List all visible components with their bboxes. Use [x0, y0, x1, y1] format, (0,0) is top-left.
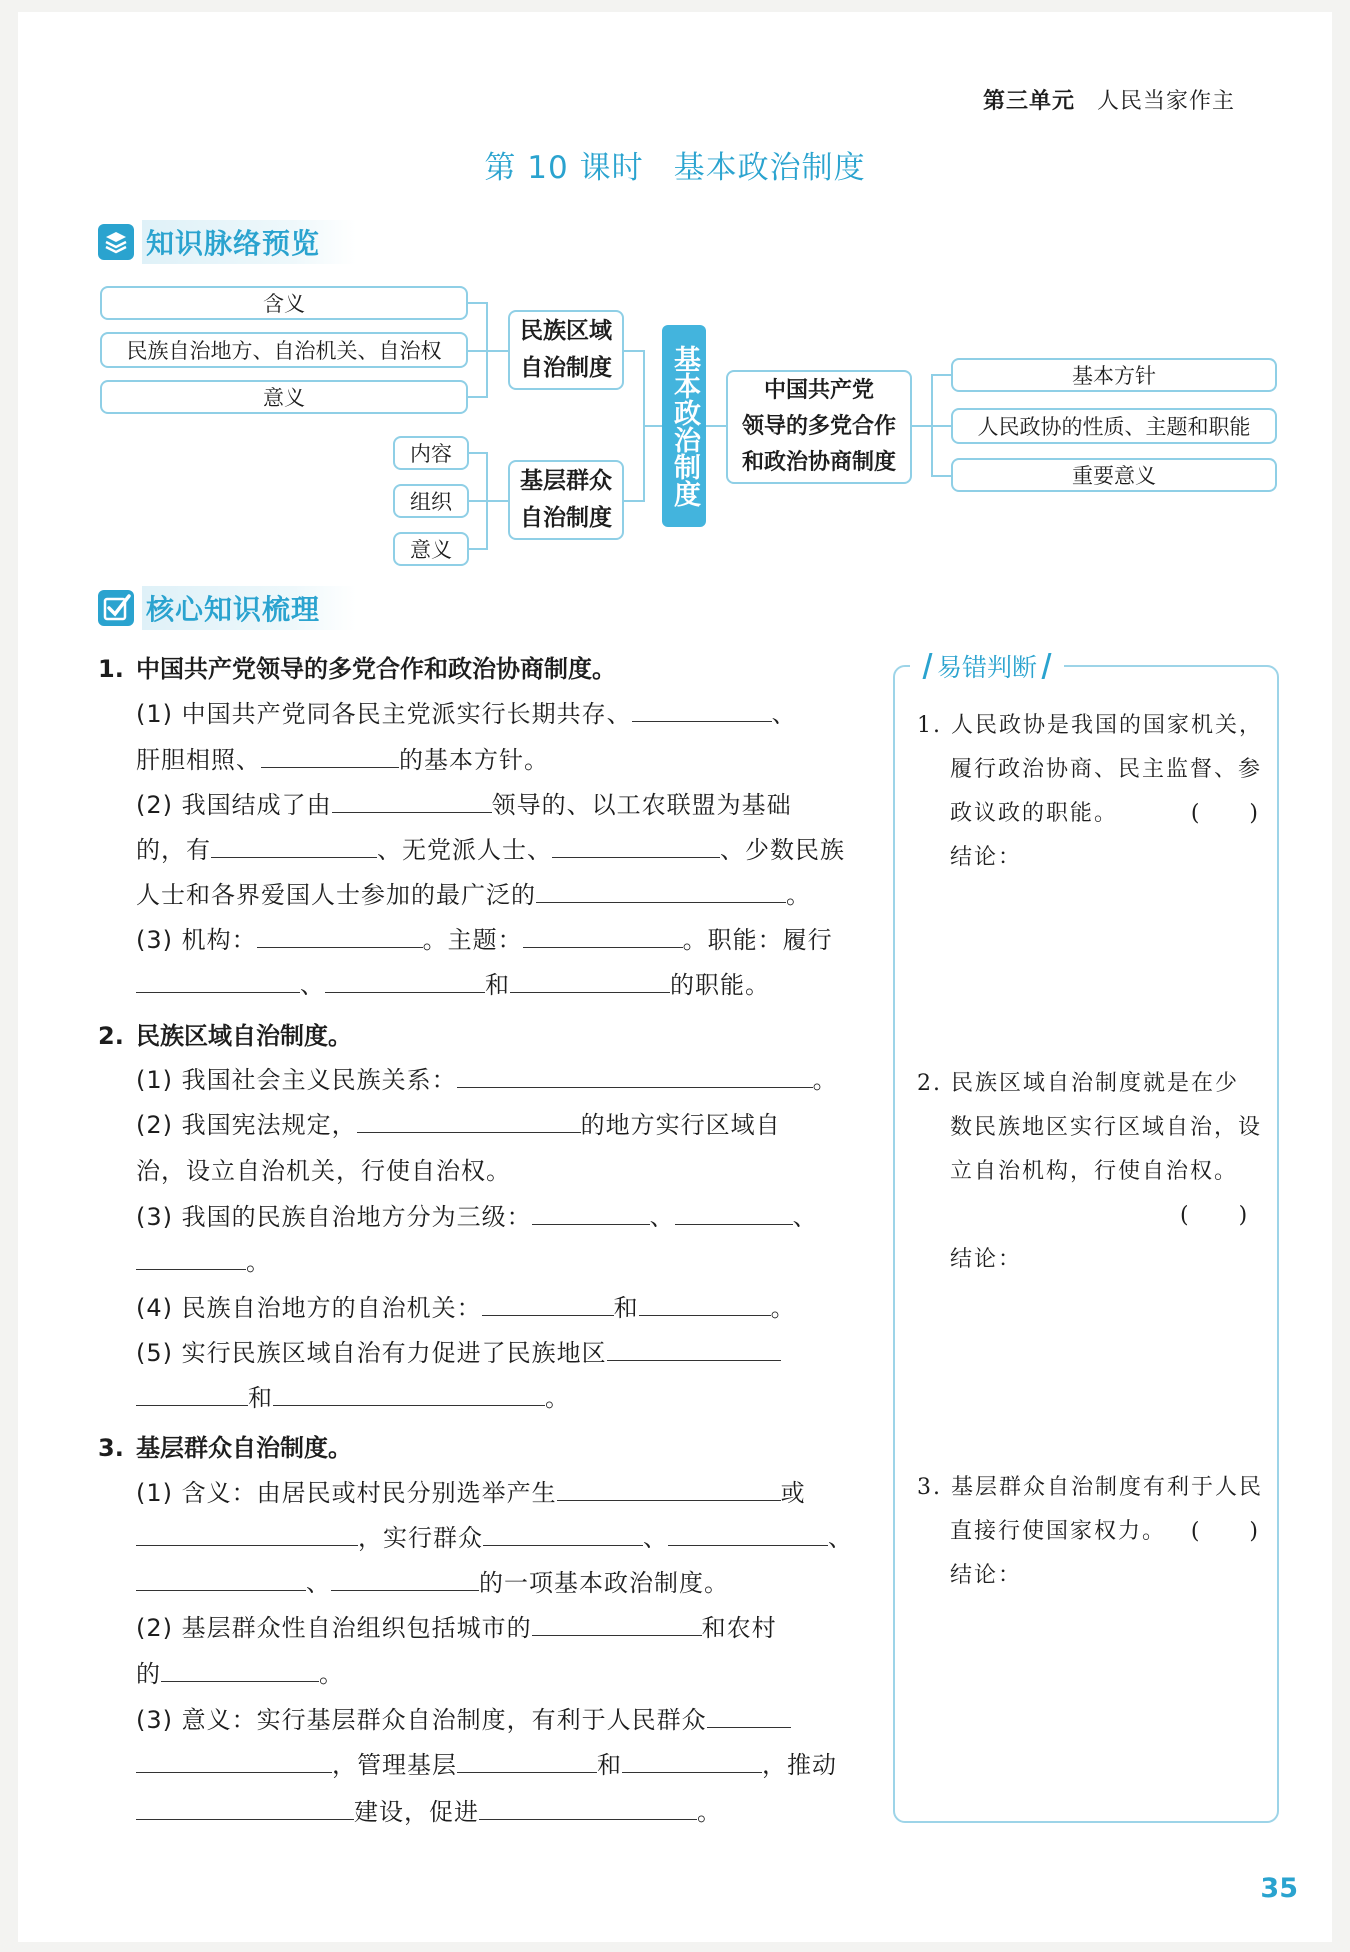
sidebar-item-3-conclusion: 结论：	[950, 1563, 1023, 1588]
section-header-core	[98, 588, 356, 628]
q2-line-6	[136, 1288, 796, 1323]
sidebar-item-2-line1	[917, 1066, 1239, 1097]
map-center-label	[662, 325, 706, 527]
map-node-cpc-line1: 中国共产党	[763, 378, 874, 403]
question-1-number: 1.	[98, 655, 124, 683]
answer-blank[interactable]	[136, 1381, 248, 1406]
map-item-cpc-significance: 重要意义	[951, 458, 1277, 492]
sidebar-item-2-line2: 数民族地区实行区域自治，设	[950, 1115, 1263, 1140]
q3-line-8	[136, 1792, 722, 1827]
q3-text: ，管理基层	[332, 1751, 457, 1779]
answer-blank[interactable]	[457, 1748, 597, 1773]
q2-text: (5) 实行民族区域自治有力促进了民族地区	[136, 1339, 607, 1367]
q3-text: 的	[136, 1660, 161, 1688]
sidebar-item-1-line2: 履行政治协商、民主监督、参	[950, 757, 1263, 782]
answer-blank[interactable]	[331, 1566, 479, 1591]
lesson-title	[0, 142, 1350, 187]
answer-blank[interactable]	[273, 1381, 545, 1406]
q2-text: 。	[545, 1384, 570, 1412]
q2-line-1	[136, 1060, 838, 1095]
q2-text: (2) 我国宪法规定，	[136, 1111, 357, 1139]
q1-text: 肝胆相照、	[136, 746, 261, 774]
q3-text: ，实行群众	[358, 1524, 483, 1552]
q1-line-7	[136, 965, 770, 1000]
q3-line-7	[136, 1745, 837, 1780]
stack-icon	[98, 224, 134, 260]
section-title-overview: 知识脉络预览	[142, 220, 356, 264]
q2-line-2	[136, 1105, 781, 1140]
q3-text: 和农村	[701, 1614, 777, 1642]
answer-blank[interactable]	[482, 1291, 614, 1316]
map-item-grassroots-significance: 意义	[393, 532, 469, 566]
q2-line-3	[136, 1151, 511, 1186]
q2-line-7	[136, 1333, 781, 1368]
q3-text: 、	[306, 1569, 331, 1597]
answer-blank[interactable]	[557, 1476, 781, 1501]
q3-text: 的一项基本政治制度。	[479, 1569, 729, 1597]
answer-blank[interactable]	[707, 1703, 791, 1728]
map-node-ethnic-line2: 自治制度	[520, 355, 612, 381]
q1-text: (3) 机构：	[136, 926, 257, 954]
unit-header	[983, 84, 1235, 115]
answer-blank[interactable]	[483, 1521, 643, 1546]
q1-line-6	[136, 920, 833, 955]
question-2-title	[98, 1016, 352, 1051]
sidebar-header	[910, 648, 1064, 684]
q2-text: 。	[770, 1294, 796, 1322]
sidebar-item-text: 基层群众自治制度有利于人民	[951, 1475, 1264, 1500]
q2-text: 、	[792, 1203, 818, 1231]
map-node-cpc-line2: 领导的多党合作	[741, 414, 896, 439]
q3-text: 、	[828, 1524, 853, 1552]
sidebar-item-text: 民族区域自治制度就是在少	[951, 1071, 1240, 1096]
answer-blank[interactable]	[261, 743, 399, 768]
q2-text: (1) 我国社会主义民族关系：	[136, 1066, 457, 1094]
q2-text: 。	[812, 1066, 838, 1094]
answer-blank[interactable]	[136, 1795, 354, 1820]
answer-blank[interactable]	[357, 1108, 581, 1133]
q3-text: ，推动	[762, 1751, 837, 1779]
question-1-text: 中国共产党领导的多党合作和政治协商制度。	[136, 655, 616, 683]
map-item-ethnic-organs: 民族自治地方、自治机关、自治权	[100, 332, 468, 368]
map-node-cpc-line3: 和政治协商制度	[741, 450, 896, 475]
map-item-grassroots-organization: 组织	[393, 484, 469, 518]
section-header-overview	[98, 222, 356, 262]
q3-line-6	[136, 1700, 791, 1735]
q3-text: 建设，促进	[354, 1798, 479, 1826]
sidebar-item-text: 政议政的职能。	[950, 801, 1119, 826]
q1-line-3	[136, 785, 792, 820]
q3-text: 。	[319, 1660, 344, 1688]
answer-blank[interactable]	[332, 788, 492, 813]
q1-text: 、少数民族	[720, 836, 845, 864]
sidebar-item-text: 直接行使国家权力。	[950, 1519, 1167, 1544]
map-item-ethnic-meaning: 含义	[100, 286, 468, 320]
q2-text: 和	[248, 1384, 273, 1412]
map-item-grassroots-content: 内容	[393, 436, 469, 470]
answer-blank[interactable]	[532, 1611, 702, 1636]
q2-line-8	[136, 1378, 570, 1413]
sidebar-item-1-line1	[917, 708, 1263, 739]
sidebar-item-3-line2	[950, 1514, 1260, 1545]
q1-text: (1) 中国共产党同各民主党派实行长期共存、	[136, 700, 632, 728]
q1-text: (2) 我国结成了由	[136, 791, 332, 819]
q1-line-5	[136, 875, 811, 910]
map-node-grassroots-line2: 自治制度	[520, 505, 612, 531]
q3-line-4	[136, 1608, 777, 1643]
q3-text: 和	[597, 1751, 622, 1779]
q3-text: (1) 含义：由居民或村民分别选举产生	[136, 1479, 557, 1507]
map-node-ethnic	[508, 310, 624, 390]
q1-line-2	[136, 740, 549, 775]
lesson-name: 基本政治制度	[673, 150, 866, 186]
unit-number: 第三单元	[982, 89, 1075, 114]
sidebar-item-2-conclusion: 结论：	[950, 1247, 1023, 1272]
section-title-core: 核心知识梳理	[142, 586, 356, 630]
answer-blank[interactable]	[211, 833, 377, 858]
sidebar-item-1-conclusion: 结论：	[950, 845, 1023, 870]
answer-blank[interactable]	[136, 1748, 332, 1773]
sidebar-item-number: 1.	[917, 713, 942, 738]
q1-text: 。	[786, 881, 811, 909]
map-center-text: 基本政治制度	[669, 345, 700, 507]
q2-text: 。	[246, 1248, 271, 1276]
q2-text: (4) 民族自治地方的自治机关：	[136, 1294, 482, 1322]
q3-text: 或	[780, 1479, 806, 1507]
q3-text: 。	[697, 1798, 722, 1826]
slash-icon	[1042, 653, 1052, 679]
q1-text: 的，有	[136, 836, 211, 864]
page-number: 35	[1260, 1873, 1298, 1904]
q1-text: 、	[300, 971, 325, 999]
question-2-text: 民族区域自治制度。	[136, 1022, 352, 1050]
answer-blank[interactable]	[510, 968, 670, 993]
question-3-number: 3.	[98, 1434, 124, 1462]
slash-icon	[923, 653, 933, 679]
q3-line-5	[136, 1654, 344, 1689]
map-item-ethnic-significance: 意义	[100, 380, 468, 414]
answer-paren[interactable]: ( )	[1190, 1519, 1260, 1544]
answer-blank[interactable]	[257, 923, 423, 948]
question-3-text: 基层群众自治制度。	[136, 1434, 352, 1462]
unit-theme: 人民当家作主	[1096, 89, 1235, 114]
q1-line-1	[136, 694, 797, 729]
sidebar-item-text: 人民政协是我国的国家机关，	[951, 713, 1264, 738]
q1-text: 、无党派人士、	[377, 836, 552, 864]
answer-blank[interactable]	[532, 1200, 650, 1225]
q3-text: 、	[643, 1524, 668, 1552]
question-2-number: 2.	[98, 1022, 124, 1050]
answer-blank[interactable]	[639, 1291, 771, 1316]
q1-text: 。职能：履行	[682, 926, 833, 954]
sidebar-item-3-line1	[917, 1470, 1263, 1501]
q3-line-2	[136, 1518, 853, 1553]
q1-text: 和	[485, 971, 510, 999]
q2-text: 和	[613, 1294, 639, 1322]
q2-text: 治，设立自治机关，行使自治权。	[136, 1157, 511, 1185]
q1-text: 领导的、以工农联盟为基础	[491, 791, 792, 819]
checkbox-icon	[98, 590, 134, 626]
question-3-title	[98, 1428, 352, 1463]
map-item-cpc-policy: 基本方针	[951, 358, 1277, 392]
answer-blank[interactable]	[325, 968, 485, 993]
answer-blank[interactable]	[675, 1200, 793, 1225]
q2-text: 的地方实行区域自	[580, 1111, 781, 1139]
q1-text: 、	[771, 700, 797, 728]
q2-text: (3) 我国的民族自治地方分为三级：	[136, 1203, 532, 1231]
map-node-grassroots	[508, 460, 624, 540]
q1-text: 人士和各界爱国人士参加的最广泛的	[136, 881, 536, 909]
q1-text: 的基本方针。	[399, 746, 549, 774]
answer-blank[interactable]	[668, 1521, 828, 1546]
sidebar-item-number: 3.	[917, 1475, 942, 1500]
answer-paren[interactable]: ( )	[1180, 1203, 1250, 1228]
sidebar-title: 易错判断	[937, 653, 1038, 682]
q1-text: 的职能。	[670, 971, 770, 999]
answer-blank[interactable]	[632, 697, 772, 722]
answer-blank[interactable]	[552, 833, 720, 858]
q3-text: (3) 意义：实行基层群众自治制度，有利于人民群众	[136, 1706, 707, 1734]
answer-blank[interactable]	[536, 878, 786, 903]
lesson-number: 第 10 课时	[484, 150, 644, 186]
answer-blank[interactable]	[479, 1795, 697, 1820]
map-item-cpc-cppcc: 人民政协的性质、主题和职能	[951, 408, 1277, 444]
q3-line-1	[136, 1473, 806, 1508]
q3-text: (2) 基层群众性自治组织包括城市的	[136, 1614, 532, 1642]
answer-blank[interactable]	[457, 1063, 813, 1088]
q3-line-3	[136, 1563, 729, 1598]
map-node-ethnic-line1: 民族区域	[520, 318, 612, 344]
answer-paren[interactable]: ( )	[1190, 801, 1260, 826]
answer-blank[interactable]	[161, 1657, 319, 1682]
question-1-title	[98, 649, 616, 684]
answer-blank[interactable]	[136, 1521, 358, 1546]
q1-text: 。主题：	[422, 926, 523, 954]
q1-line-4	[136, 830, 845, 865]
map-node-grassroots-line1: 基层群众	[520, 468, 612, 494]
q2-line-4	[136, 1197, 818, 1232]
answer-blank[interactable]	[607, 1336, 781, 1361]
answer-blank[interactable]	[523, 923, 683, 948]
answer-blank[interactable]	[622, 1748, 762, 1773]
map-node-cpc	[726, 370, 912, 484]
answer-blank[interactable]	[136, 1566, 306, 1591]
sidebar-item-number: 2.	[917, 1071, 942, 1096]
q2-text: 、	[649, 1203, 675, 1231]
answer-blank[interactable]	[136, 968, 300, 993]
q2-line-5	[136, 1242, 271, 1277]
sidebar-item-1-line3	[950, 796, 1260, 827]
answer-blank[interactable]	[136, 1245, 246, 1270]
sidebar-item-2-line3: 立自治机构，行使自治权。	[950, 1159, 1239, 1184]
